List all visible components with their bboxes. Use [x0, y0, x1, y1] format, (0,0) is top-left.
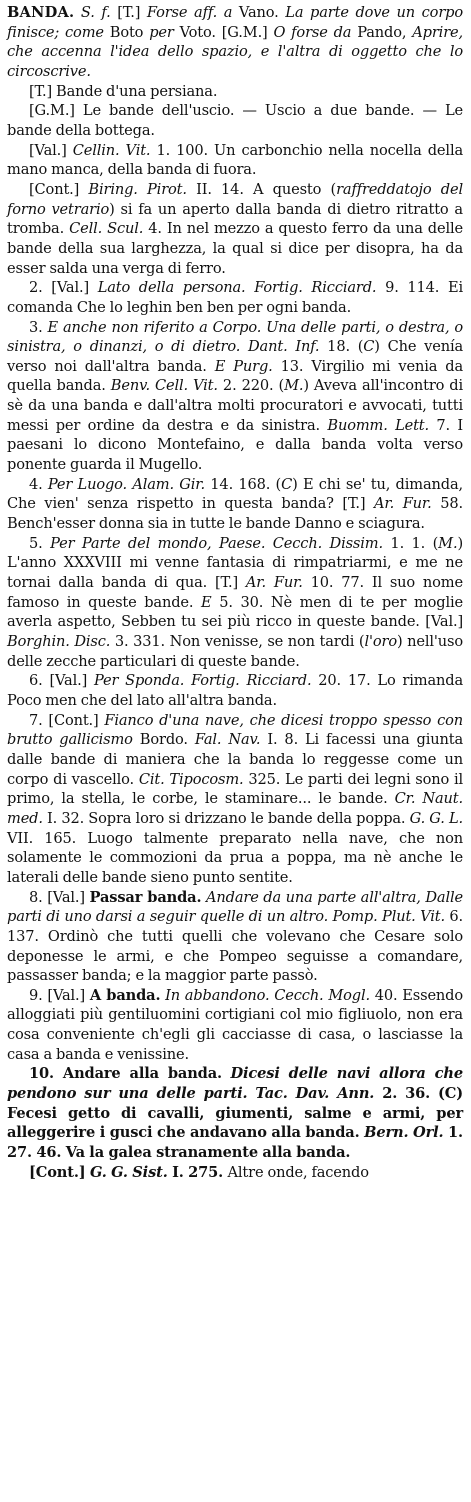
text-run: In abbandono. Cecch. Mogl.: [165, 986, 370, 1004]
entry-heading-paragraph: [7, 3, 463, 82]
text-run: G. G. Sist.: [89, 1163, 168, 1181]
text-run: 1. 1. (: [382, 534, 439, 552]
text-run: 5. 30. Nè men di te per moglie averla aspetto, Sebben tu sei più ricco in queste bande. [Val.]: [7, 593, 464, 631]
text-run: 14. 168. (: [205, 475, 282, 493]
text-run: ) L'anno XXXVIII mi venne fantasia di rimpatriarmi, e me ne tornai dalla banda di qua. [T.]: [7, 534, 463, 592]
text-run: [G.M.] Le bande dell'uscio. — Uscio a due bande. — Le bande della bottega.: [7, 102, 463, 139]
text-run: Per Parte del mondo, Paese. Cecch. Dissim.: [50, 534, 383, 552]
text-run: 1. 100. Un carbonchio nella nocella della mano manca, della banda di fuora.: [7, 141, 464, 179]
text-run: [Val.]: [29, 141, 73, 159]
text-run: S. f.: [80, 4, 111, 21]
text-run: Dicesi delle navi allora che pendono sur una delle parti. Tac. Dav. Ann.: [7, 1065, 463, 1103]
text-run: a: [223, 4, 233, 21]
text-run: Andare alla banda.: [62, 1065, 222, 1083]
text-run: II. 14. A questo (: [186, 180, 337, 198]
text-run: Biring. Pirot.: [88, 180, 187, 198]
text-run: Cell. Scul.: [69, 220, 144, 238]
text-run: 10. 77. Il suo nome famoso in queste bande.: [7, 574, 463, 611]
text-run: 7. I paesani lo dicono Montefaino, e dalla banda volta verso ponente guarda il Mugello.: [7, 416, 464, 474]
text-run: Boto: [103, 23, 150, 41]
text-run: 40. Essendo alloggiati più gentiluomini cortigiani col mio figliuolo, non era cosa conveniente ch'egli gli cacciasse di casa, o lasciasse la casa a banda e venissine.: [7, 986, 464, 1063]
text-run: C: [281, 475, 293, 493]
text-run: 7. [Cont.]: [29, 711, 105, 729]
text-run: 18. (: [319, 338, 364, 356]
text-run: [222, 1065, 231, 1082]
text-run: E anche non riferito a Corpo. Una delle parti, o destra, o sinistra, o dinanzi, o di dietro. Dant. Inf.: [7, 318, 463, 356]
text-run: Fianco d'una nave, che dicesi troppo spesso con brutto gallicismo: [7, 711, 464, 749]
text-run: Altre onde, facendo: [227, 1163, 369, 1181]
text-run: La parte dove un corpo finisce; come: [7, 4, 463, 41]
text-run: 9. [Val.]: [29, 986, 90, 1004]
text-run: Per Sponda. Fortig. Ricciard.: [93, 672, 312, 690]
text-run: Vano.: [232, 4, 286, 21]
text-run: Passar banda.: [89, 888, 202, 906]
text-run: 325. Le parti dei legni sono il primo, la stella, le corbe, le staminare... le bande.: [7, 770, 463, 808]
text-run: Ar. Fur.: [374, 495, 432, 513]
entry-sense-paragraph: [7, 888, 463, 986]
entry-sense-paragraph: [7, 180, 463, 278]
text-run: E: [201, 593, 212, 611]
text-run: ) si fa un aperto dalla banda di dietro ritratto a tromba.: [7, 200, 463, 238]
text-run: Borghin. Disc.: [7, 633, 111, 650]
text-run: 4. In nel mezzo a questo ferro da una delle bande della sua larghezza, la qual si dice per disopra, ha da esser salda una verga di ferro.: [7, 220, 463, 277]
text-run: ) E chi se' tu, dimanda, Che vien' senza rispetto in questa banda? [T.]: [7, 475, 463, 513]
text-run: 2. [Val.]: [29, 279, 98, 297]
text-run: Andare da una parte all'altra, Dalle parti di uno darsi a seguir quelle di un altro. Pomp. Plut. Vit.: [7, 888, 463, 926]
text-run: 3. 331. Non venisse, se non tardi (: [110, 633, 365, 650]
text-run: 10.: [29, 1065, 63, 1083]
text-run: 5.: [29, 534, 51, 552]
text-run: (C): [438, 1085, 463, 1103]
text-run: G. G. L.: [409, 809, 463, 827]
text-run: [Cont.]: [29, 180, 89, 198]
text-run: 4.: [29, 475, 48, 493]
entry-sense-paragraph: [7, 141, 463, 180]
text-run: 2. 220. (: [217, 377, 285, 395]
text-run: [Cont.]: [29, 1163, 90, 1181]
text-run: [74, 4, 81, 21]
entry-sense-paragraph: [7, 101, 463, 140]
text-run: 6. [Val.]: [29, 672, 94, 690]
text-run: l'oro: [364, 633, 397, 650]
text-run: Buomm. Lett.: [327, 416, 430, 434]
text-run: 8. [Val.]: [29, 888, 90, 906]
text-run: M.: [284, 377, 304, 395]
text-run: Bordo.: [132, 731, 195, 749]
text-run: Forse aff.: [146, 4, 218, 21]
text-run: Cr. Naut. med.: [7, 790, 463, 827]
text-run: 20. 17. Lo rimanda Poco men che del lato all'altra banda.: [7, 672, 464, 709]
entry-sense-paragraph: [7, 278, 463, 317]
entry-sense-paragraph: [7, 711, 463, 888]
text-run: 6. 137. Ordinò che tutti quelli che volevano che Cesare solo deponesse le armi, e che Pompeo seguisse a comandare, passasser banda; e la maggior parte passò.: [7, 908, 463, 985]
text-run: Fal. Nav.: [194, 731, 261, 749]
text-run: O forse da: [273, 23, 352, 41]
text-run: ) Che venía verso noi dall'altra banda.: [7, 338, 464, 375]
text-run: Fecesi getto di cavalli, giumenti, salme e armi, per alleggerire i gusci che andavano alla banda.: [7, 1104, 463, 1142]
entry-sense-paragraph: [7, 318, 463, 475]
text-run: ) Aveva all'incontro di sè da una banda e dall'altra molti procuratori e avvocati, tutti messi per ordine da destra e da sinistra.: [7, 377, 464, 434]
text-run: C: [363, 338, 375, 356]
text-run: ) nell'uso delle zecche particulari di queste bande.: [7, 633, 463, 670]
text-run: raffreddatojo del forno vetrario: [7, 180, 463, 218]
text-run: Pando,: [351, 23, 413, 41]
text-run: Benv. Cell. Vit.: [110, 377, 218, 395]
text-run: 58. Bench'esser donna sia in tutte le bande Danno e sciagura.: [7, 495, 464, 533]
text-run: 1. 27. 46. Va la galea stranamente alla banda.: [7, 1124, 463, 1162]
text-run: Ar. Fur.: [245, 574, 303, 592]
text-run: Aprire, che accenna l'idea dello spazio, e l'altra di oggetto che lo circoscrive.: [7, 23, 463, 80]
text-run: Bern. Orl.: [364, 1124, 444, 1142]
text-run: 3.: [29, 318, 48, 336]
entry-sense-paragraph: [7, 986, 463, 1065]
text-run: Cit. Tipocosm.: [138, 770, 244, 788]
entry-sense-paragraph: [7, 1064, 463, 1162]
text-run: I. 32. Sopra loro si drizzano le bande della poppa.: [42, 809, 410, 827]
text-run: 9. 114. Ei comanda Che lo leghin ben ben per ogni banda.: [7, 279, 464, 316]
text-run: [T.]: [110, 4, 147, 21]
entry-sense-paragraph: [7, 82, 463, 102]
entry-sense-paragraph: [7, 534, 463, 672]
text-run: M.: [438, 534, 458, 552]
text-run: Lato della persona. Fortig. Ricciard.: [97, 279, 377, 297]
text-run: Cellin. Vit.: [72, 141, 151, 159]
entry-sense-paragraph: [7, 1163, 463, 1183]
text-run: [217, 4, 224, 21]
headword: BANDA.: [7, 4, 75, 21]
text-run: Per Luogo. Alam. Gir.: [47, 475, 205, 493]
text-run: E Purg.: [214, 357, 273, 375]
text-run: Voto. [G.M.]: [173, 23, 274, 41]
text-run: [T.] Bande d'una persiana.: [29, 82, 218, 100]
text-run: per: [149, 23, 174, 41]
text-run: VII. 165. Luogo talmente preparato nella nave, che non solamente le commozioni da prua a poppa, ma nè anche le laterali delle bande sieno punto sentite.: [7, 829, 463, 886]
text-run: I. 8. Li facessi una giunta dalle bande di maniera che la banda lo reggesse come un corpo di vascello.: [7, 731, 464, 788]
text-run: 13. Virgilio mi venia da quella banda.: [7, 357, 464, 395]
text-run: A banda.: [89, 986, 161, 1004]
entry-sense-paragraph: [7, 475, 463, 534]
entry-sense-paragraph: [7, 671, 463, 710]
text-run: I. 275.: [167, 1163, 228, 1181]
text-run: 2. 36.: [374, 1085, 439, 1103]
